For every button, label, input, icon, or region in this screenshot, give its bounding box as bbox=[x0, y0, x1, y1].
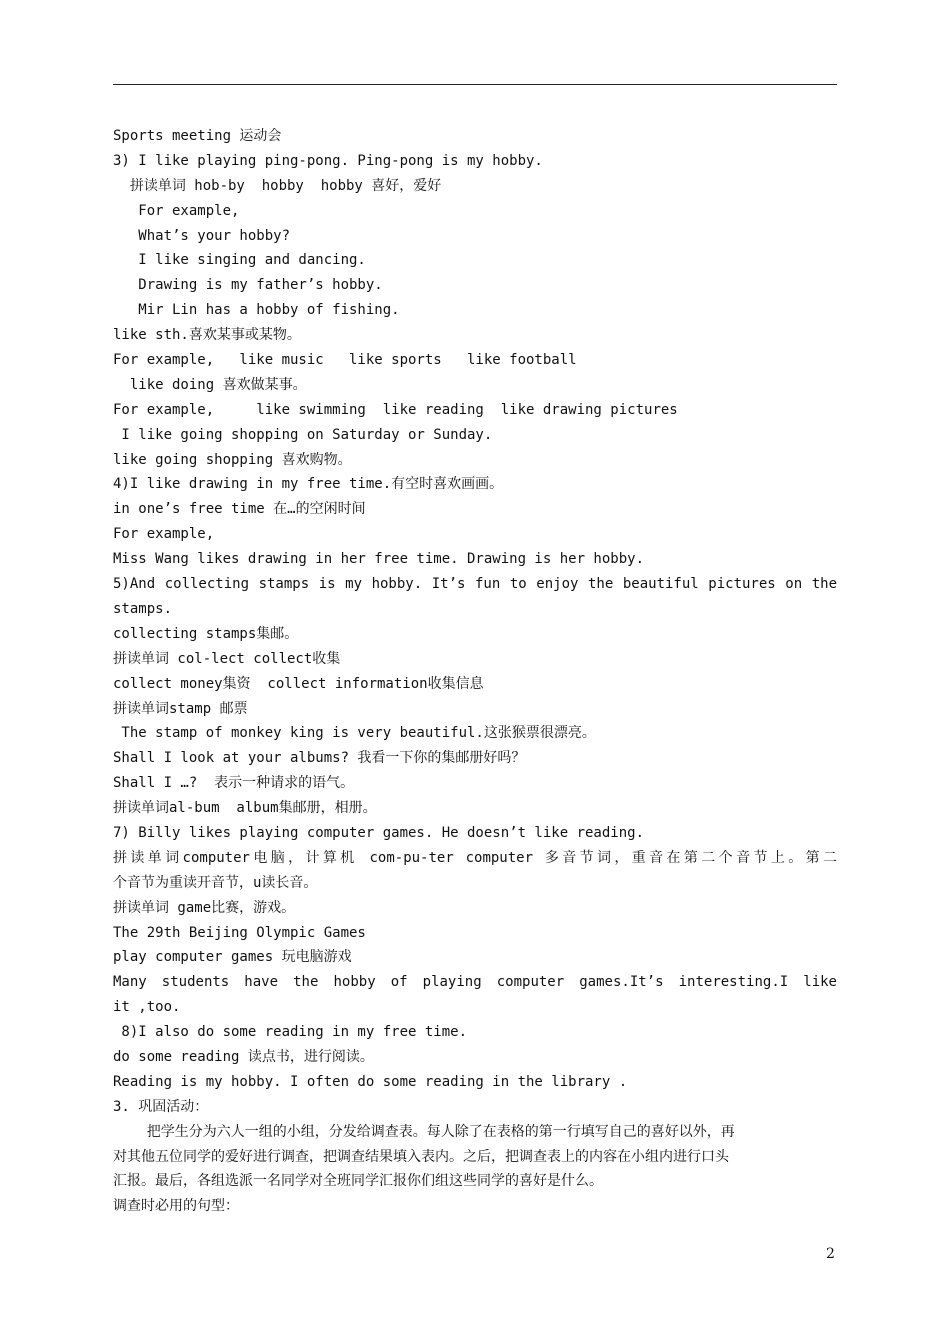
text-line: 拼读单词stamp 邮票 bbox=[113, 700, 248, 717]
text-line: play computer games 玩电脑游戏 bbox=[113, 949, 352, 966]
text-line: 个音节为重读开音节，u读长音。 bbox=[113, 874, 318, 891]
text-line: Many students have the hobby of playing computer games.It’s interesting.I like bbox=[113, 974, 837, 991]
text-line: like doing 喜欢做某事。 bbox=[113, 376, 307, 393]
text-line: 8)I also do some reading in my free time. bbox=[113, 1024, 468, 1041]
text-line: 拼读单词 game比赛，游戏。 bbox=[113, 899, 296, 916]
header-rule bbox=[113, 84, 837, 85]
text-line: stamps. bbox=[113, 600, 173, 617]
text-line: 拼读单词 col-lect collect收集 bbox=[113, 650, 341, 667]
text-line: 3. 巩固活动： bbox=[113, 1098, 209, 1115]
text-line: For example, bbox=[113, 202, 240, 219]
text-line: For example, bbox=[113, 526, 215, 543]
text-line: do some reading 读点书，进行阅读。 bbox=[113, 1049, 374, 1065]
text-line: I like singing and dancing. bbox=[113, 252, 366, 269]
text-line: 对其他五位同学的爱好进行调查，把调查结果填入表内。之后，把调查表上的内容在小组内进行口头 bbox=[113, 1148, 729, 1165]
text-line: 把学生分为六人一组的小组，分发给调查表。每人除了在表格的第一行填写自己的喜好以外，再 bbox=[113, 1123, 735, 1140]
text-line: Reading is my hobby. I often do some reading in the library . bbox=[113, 1073, 628, 1090]
text-line: 拼读单词computer电脑，计算机 com-pu-ter computer 多音节词，重音在第二个音节上。第二 bbox=[113, 849, 837, 866]
text-line: 拼读单词 hob-by hobby hobby 喜好，爱好 bbox=[113, 177, 442, 194]
text-line: The stamp of monkey king is very beautiful.这张猴票很漂亮。 bbox=[113, 725, 596, 742]
text-line: like sth.喜欢某事或某物。 bbox=[113, 327, 301, 344]
text-line: 拼读单词al-bum album集邮册，相册。 bbox=[113, 800, 377, 817]
text-line: I like going shopping on Saturday or Sunday. bbox=[113, 426, 493, 443]
text-line: it ,too. bbox=[113, 999, 181, 1016]
text-line: The 29th Beijing Olympic Games bbox=[113, 924, 366, 941]
text-line: For example, like music like sports like football bbox=[113, 352, 577, 369]
text-line: collect money集资 collect information收集信息 bbox=[113, 675, 484, 692]
text-line: 4)I like drawing in my free time.有空时喜欢画画。 bbox=[113, 476, 504, 493]
text-line: like going shopping 喜欢购物。 bbox=[113, 451, 352, 468]
text-line: Sports meeting 运动会 bbox=[113, 128, 282, 144]
page-number: 2 bbox=[826, 1246, 835, 1262]
text-line: Drawing is my father’s hobby. bbox=[113, 277, 383, 294]
text-line: 调查时必用的句型： bbox=[113, 1198, 239, 1215]
text-line: in one’s free time 在…的空闲时间 bbox=[113, 501, 366, 518]
text-line: 7) Billy likes playing computer games. He doesn’t like reading. bbox=[113, 824, 645, 841]
document-body bbox=[113, 124, 837, 1219]
text-line: 3) I like playing ping-pong. Ping-pong is my hobby. bbox=[113, 152, 543, 169]
text-line: 5)And collecting stamps is my hobby. It’s fun to enjoy the beautiful pictures on the bbox=[113, 576, 837, 593]
text-line: Mir Lin has a hobby of fishing. bbox=[113, 302, 400, 319]
text-line: Shall I look at your albums? 我看一下你的集邮册好吗？ bbox=[113, 750, 526, 767]
text-line: Miss Wang likes drawing in her free time. Drawing is her hobby. bbox=[113, 551, 645, 568]
text-line: collecting stamps集邮。 bbox=[113, 625, 299, 642]
text-line: Shall I …? 表示一种请求的语气。 bbox=[113, 775, 355, 792]
text-line: 汇报。最后，各组选派一名同学对全班同学汇报你们组这些同学的喜好是什么。 bbox=[113, 1173, 603, 1190]
text-line: What’s your hobby? bbox=[113, 227, 291, 244]
text-line: For example, like swimming like reading like drawing pictures bbox=[113, 401, 678, 418]
